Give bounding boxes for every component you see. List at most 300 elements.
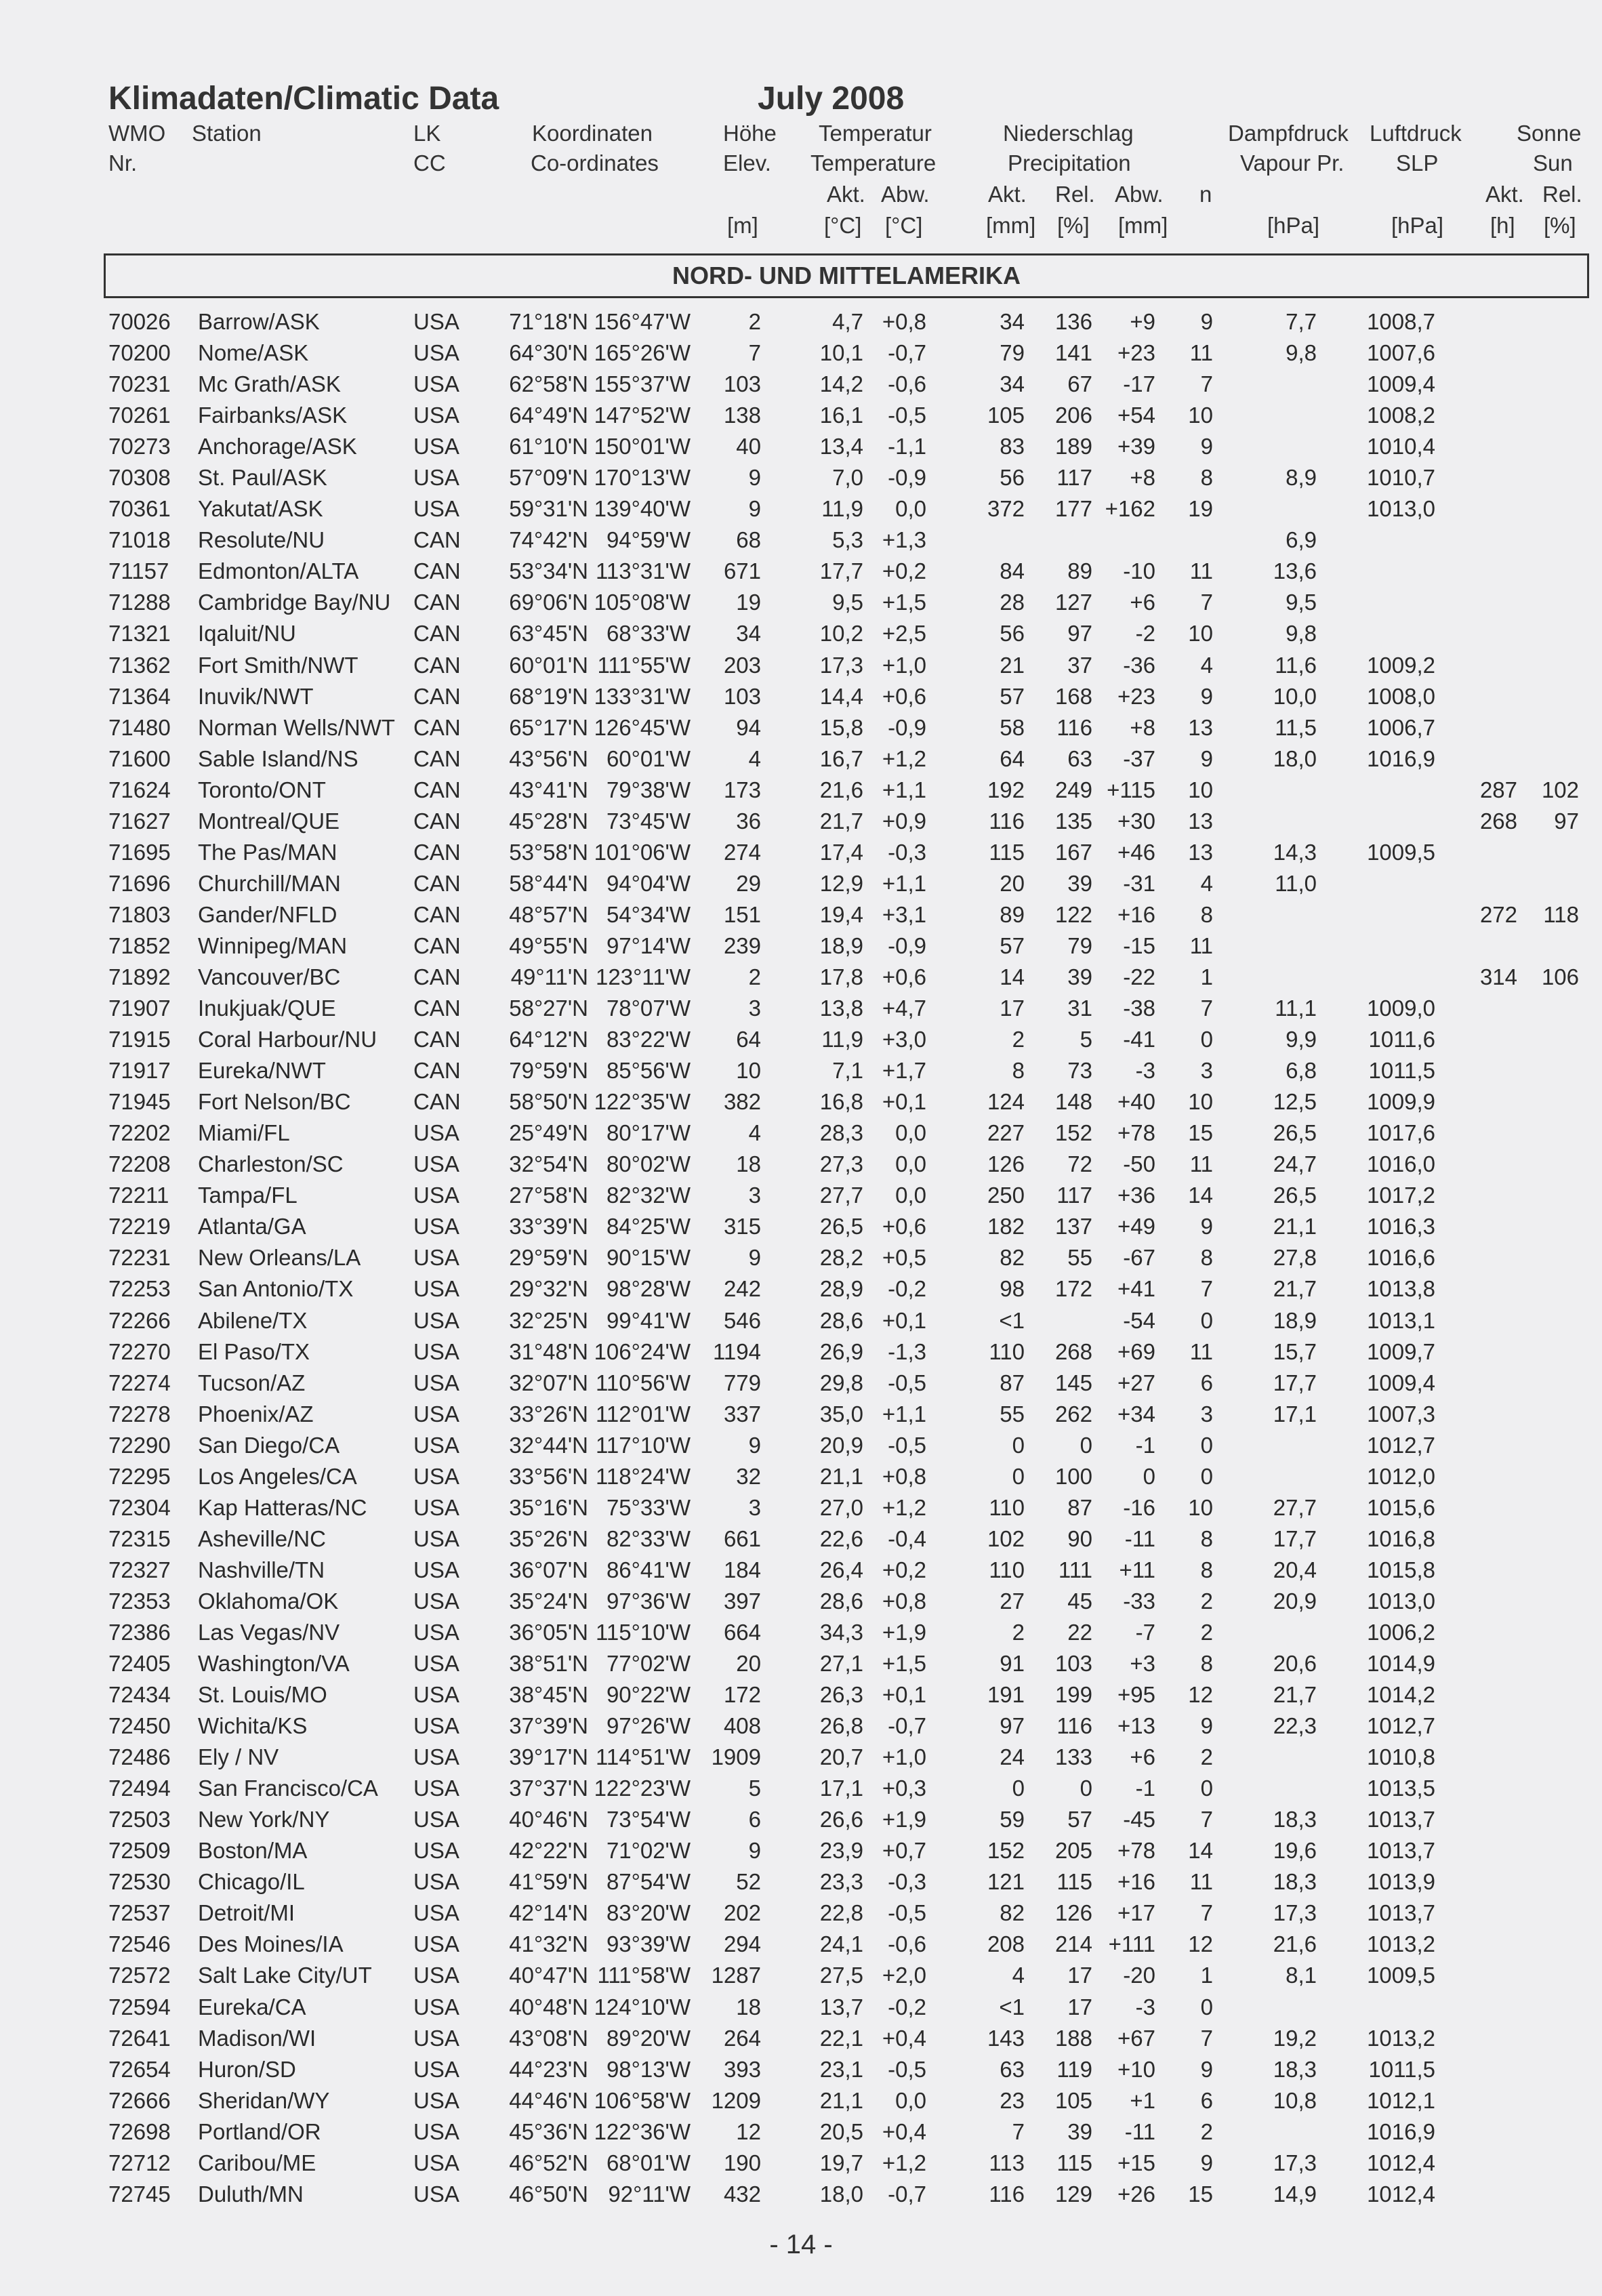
cell-vapour: 22,3	[1273, 1713, 1317, 1739]
cell-prec-rel: 135	[1054, 808, 1092, 834]
cell-lon: 156°47'W	[594, 309, 691, 334]
cell-lk: USA	[413, 2056, 459, 2082]
cell-elev: 4	[748, 745, 761, 771]
cell-lk: USA	[413, 340, 459, 366]
cell-lon: 86°41'W	[606, 1557, 691, 1582]
cell-temp-dev: -1,1	[888, 434, 926, 459]
cell-wmo: 72295	[108, 1463, 171, 1489]
cell-prec-dev: +39	[1117, 434, 1155, 459]
hdr-vapour: Vapour Pr.	[1240, 150, 1344, 176]
cell-temp: 9,5	[832, 590, 863, 615]
cell-prec: 105	[987, 403, 1025, 428]
hdr-luftdruck: Luftdruck	[1370, 121, 1462, 146]
cell-days: 9	[1200, 1214, 1213, 1239]
cell-lat: 63°45'N	[509, 621, 588, 647]
cell-lat: 79°59'N	[509, 1058, 588, 1084]
cell-prec-dev: -1	[1135, 1432, 1155, 1458]
table-row	[0, 336, 1602, 367]
cell-elev: 40	[736, 434, 761, 459]
cell-temp: 10,1	[819, 340, 863, 366]
hdr-prec-unit3: [mm]	[1118, 213, 1168, 238]
cell-elev: 18	[736, 1994, 761, 2020]
cell-days: 10	[1188, 1089, 1213, 1115]
table-row	[0, 367, 1602, 398]
cell-lat: 38°51'N	[509, 1651, 588, 1677]
table-row	[0, 1865, 1602, 1896]
cell-days: 15	[1188, 2181, 1213, 2207]
cell-prec: <1	[999, 1994, 1025, 2020]
cell-sun-rel: 97	[1554, 808, 1579, 834]
cell-temp-dev: +1,9	[882, 1619, 926, 1645]
cell-lat: 59°31'N	[509, 496, 588, 522]
cell-prec-rel: 72	[1067, 1151, 1092, 1177]
cell-prec: 84	[1000, 558, 1025, 584]
cell-slp: 1009,4	[1367, 1370, 1435, 1395]
cell-lon: 170°13'W	[594, 465, 691, 491]
cell-station: Eureka/CA	[198, 1994, 306, 2020]
cell-lon: 139°40'W	[594, 496, 691, 522]
cell-wmo: 72503	[108, 1807, 171, 1832]
cell-days: 4	[1200, 652, 1213, 678]
cell-prec-rel: 57	[1067, 1807, 1092, 1832]
hdr-coordinates: Co-ordinates	[531, 150, 659, 176]
cell-days: 2	[1200, 1744, 1213, 1770]
cell-temp: 28,3	[819, 1120, 863, 1146]
cell-slp: 1013,7	[1367, 1807, 1435, 1832]
cell-prec-dev: -37	[1123, 745, 1155, 771]
cell-station: Gander/NFLD	[198, 901, 337, 927]
cell-station: Montreal/QUE	[198, 808, 340, 834]
cell-lat: 32°07'N	[509, 1370, 588, 1395]
cell-station: Duluth/MN	[198, 2181, 304, 2207]
table-row	[0, 1335, 1602, 1366]
cell-vapour: 21,1	[1273, 1214, 1317, 1239]
cell-elev: 19	[736, 590, 761, 615]
cell-lon: 83°22'W	[606, 1027, 691, 1052]
cell-lk: CAN	[413, 527, 461, 553]
cell-prec-rel: 262	[1054, 1401, 1092, 1427]
cell-prec: 110	[989, 1338, 1025, 1364]
cell-station: Charleston/SC	[198, 1151, 344, 1177]
cell-prec-rel: 111	[1058, 1557, 1092, 1582]
cell-station: Salt Lake City/UT	[198, 1963, 372, 1988]
cell-lk: USA	[413, 2118, 459, 2144]
cell-lon: 122°35'W	[594, 1089, 691, 1115]
cell-lat: 48°57'N	[509, 901, 588, 927]
cell-lat: 64°30'N	[509, 340, 588, 366]
cell-prec: 91	[1000, 1651, 1025, 1677]
cell-days: 8	[1200, 1651, 1213, 1677]
cell-wmo: 72698	[108, 2118, 171, 2144]
table-row	[0, 1647, 1602, 1678]
cell-lon: 85°56'W	[606, 1058, 691, 1084]
cell-lat: 42°14'N	[509, 1900, 588, 1926]
cell-prec: 182	[987, 1214, 1025, 1239]
cell-vapour: 6,8	[1286, 1058, 1317, 1084]
cell-prec-rel: 17	[1067, 1963, 1092, 1988]
cell-lat: 44°23'N	[509, 2056, 588, 2082]
cell-temp: 13,8	[819, 996, 863, 1021]
cell-prec: 192	[987, 777, 1025, 802]
cell-slp: 1012,4	[1367, 2181, 1435, 2207]
cell-lon: 82°32'W	[606, 1183, 691, 1208]
cell-temp: 11,9	[821, 1027, 863, 1052]
cell-station: Las Vegas/NV	[198, 1619, 340, 1645]
cell-elev: 2	[748, 964, 761, 989]
cell-slp: 1015,8	[1367, 1557, 1435, 1582]
cell-days: 7	[1200, 996, 1213, 1021]
cell-prec: 102	[987, 1525, 1025, 1551]
cell-lk: USA	[413, 1682, 459, 1708]
cell-station: Barrow/ASK	[198, 309, 320, 334]
cell-prec: 110	[989, 1557, 1025, 1582]
cell-vapour: 21,6	[1273, 1931, 1317, 1957]
cell-prec-rel: 152	[1054, 1120, 1092, 1146]
cell-slp: 1009,4	[1367, 371, 1435, 397]
cell-days: 3	[1200, 1058, 1213, 1084]
hdr-slp-unit: [hPa]	[1391, 213, 1444, 238]
cell-prec-dev: -11	[1124, 2118, 1155, 2144]
cell-prec-dev: +78	[1117, 1120, 1155, 1146]
cell-elev: 432	[723, 2181, 761, 2207]
cell-lk: USA	[413, 2025, 459, 2051]
cell-station: Edmonton/ALTA	[198, 558, 359, 584]
cell-lon: 90°15'W	[606, 1245, 691, 1271]
cell-station: Abilene/TX	[198, 1307, 308, 1333]
cell-prec: 57	[1000, 683, 1025, 709]
cell-temp: 20,7	[819, 1744, 863, 1770]
cell-elev: 294	[723, 1931, 761, 1957]
cell-slp: 1008,7	[1367, 309, 1435, 334]
cell-sun: 287	[1479, 777, 1517, 802]
cell-prec-dev: -67	[1123, 1245, 1155, 1271]
cell-station: Miami/FL	[198, 1120, 290, 1146]
cell-days: 0	[1200, 1307, 1213, 1333]
cell-days: 15	[1188, 1120, 1213, 1146]
hdr-sun-unit2: [%]	[1544, 213, 1576, 238]
cell-prec-rel: 116	[1056, 714, 1092, 740]
cell-temp-dev: +0,8	[882, 309, 926, 334]
cell-temp-dev: -0,7	[888, 340, 926, 366]
cell-wmo: 72208	[108, 1151, 171, 1177]
cell-lk: USA	[413, 1370, 459, 1395]
cell-prec-rel: 127	[1054, 590, 1092, 615]
cell-prec-rel: 63	[1067, 745, 1092, 771]
cell-lat: 61°10'N	[509, 434, 588, 459]
cell-days: 13	[1188, 839, 1213, 865]
cell-elev: 103	[723, 683, 761, 709]
cell-temp-dev: +0,6	[882, 1214, 926, 1239]
cell-prec-dev: -1	[1135, 1776, 1155, 1801]
cell-temp: 16,7	[819, 745, 863, 771]
cell-slp: 1016,0	[1367, 1151, 1435, 1177]
cell-prec-dev: -45	[1123, 1807, 1155, 1832]
cell-prec: 97	[1000, 1713, 1025, 1739]
cell-lat: 64°12'N	[509, 1027, 588, 1052]
cell-wmo: 71627	[108, 808, 171, 834]
cell-lon: 118°24'W	[596, 1463, 691, 1489]
cell-wmo: 72594	[108, 1994, 171, 2020]
cell-lon: 147°52'W	[594, 403, 691, 428]
table-row	[0, 1990, 1602, 2022]
cell-prec: 115	[989, 839, 1025, 865]
cell-lat: 36°05'N	[509, 1619, 588, 1645]
cell-vapour: 14,9	[1273, 2181, 1317, 2207]
cell-temp-dev: +0,9	[882, 808, 926, 834]
cell-prec-dev: -2	[1135, 621, 1155, 647]
cell-elev: 103	[723, 371, 761, 397]
cell-prec-dev: +9	[1130, 309, 1155, 334]
cell-temp-dev: +0,6	[882, 683, 926, 709]
cell-temp: 14,4	[819, 683, 863, 709]
table-row	[0, 1834, 1602, 1865]
cell-lon: 122°36'W	[594, 2118, 691, 2144]
cell-days: 11	[1189, 1151, 1213, 1177]
cell-wmo: 70261	[108, 403, 171, 428]
cell-lat: 41°59'N	[509, 1869, 588, 1895]
cell-prec: 79	[1000, 340, 1025, 366]
cell-station: Los Angeles/CA	[198, 1463, 357, 1489]
cell-prec-dev: +30	[1117, 808, 1155, 834]
cell-temp-dev: 0,0	[895, 1120, 926, 1146]
cell-temp: 17,3	[819, 652, 863, 678]
cell-days: 8	[1200, 901, 1213, 927]
cell-station: Fort Smith/NWT	[198, 652, 358, 678]
cell-lat: 40°46'N	[509, 1807, 588, 1832]
cell-prec-dev: -50	[1123, 1151, 1155, 1177]
cell-elev: 202	[723, 1900, 761, 1926]
cell-lk: USA	[413, 1151, 459, 1177]
cell-slp: 1009,7	[1367, 1338, 1435, 1364]
cell-prec-dev: -20	[1123, 1963, 1155, 1988]
cell-temp-dev: +1,2	[882, 1494, 926, 1520]
cell-station: Ely / NV	[198, 1744, 279, 1770]
table-row	[0, 1241, 1602, 1272]
cell-wmo: 71480	[108, 714, 171, 740]
cell-sun: 314	[1479, 964, 1517, 989]
cell-days: 6	[1200, 2087, 1213, 2113]
hdr-niederschlag: Niederschlag	[1003, 121, 1134, 146]
cell-slp: 1009,9	[1367, 1089, 1435, 1115]
cell-elev: 397	[723, 1588, 761, 1614]
cell-prec: 63	[1000, 2056, 1025, 2082]
cell-temp-dev: -0,9	[888, 465, 926, 491]
cell-prec-rel: 39	[1067, 2118, 1092, 2144]
cell-wmo: 72253	[108, 1276, 171, 1302]
cell-wmo: 70026	[108, 309, 171, 334]
table-row	[0, 1771, 1602, 1803]
cell-temp: 27,3	[819, 1151, 863, 1177]
cell-lon: 155°37'W	[594, 371, 691, 397]
cell-prec-dev: -31	[1123, 870, 1155, 896]
cell-temp: 26,9	[819, 1338, 863, 1364]
cell-lk: USA	[413, 1900, 459, 1926]
hdr-slp: SLP	[1396, 150, 1439, 176]
cell-temp-dev: +4,7	[882, 996, 926, 1021]
cell-vapour: 10,8	[1273, 2087, 1317, 2113]
table-row	[0, 1709, 1602, 1740]
cell-station: Tucson/AZ	[198, 1370, 306, 1395]
cell-vapour: 27,7	[1273, 1494, 1317, 1520]
cell-vapour: 26,5	[1273, 1120, 1317, 1146]
cell-prec-rel: 31	[1067, 996, 1092, 1021]
cell-lat: 64°49'N	[509, 403, 588, 428]
cell-temp: 7,1	[832, 1058, 863, 1084]
cell-elev: 34	[736, 621, 761, 647]
cell-slp: 1013,2	[1367, 2025, 1435, 2051]
cell-elev: 138	[723, 403, 761, 428]
cell-prec: 20	[1000, 870, 1025, 896]
cell-vapour: 8,1	[1286, 1963, 1317, 1988]
cell-elev: 190	[723, 2150, 761, 2175]
cell-lat: 44°46'N	[509, 2087, 588, 2113]
cell-station: Chicago/IL	[198, 1869, 305, 1895]
cell-prec: 57	[1000, 932, 1025, 958]
cell-prec-dev: +54	[1117, 403, 1155, 428]
cell-lon: 106°24'W	[594, 1338, 691, 1364]
table-row	[0, 1023, 1602, 1054]
cell-prec-rel: 103	[1054, 1651, 1092, 1677]
cell-prec-rel: 115	[1056, 1869, 1092, 1895]
cell-lk: USA	[413, 465, 459, 491]
cell-days: 9	[1200, 2150, 1213, 2175]
table-row	[0, 305, 1602, 336]
cell-prec: 23	[1000, 2087, 1025, 2113]
cell-prec-rel: 0	[1080, 1776, 1092, 1801]
table-row	[0, 430, 1602, 461]
table-row	[0, 742, 1602, 773]
cell-prec-dev: -11	[1124, 1525, 1155, 1551]
cell-lat: 45°36'N	[509, 2118, 588, 2144]
hdr-prec-rel: Rel.	[1055, 182, 1095, 207]
cell-lon: 111°55'W	[597, 652, 691, 678]
cell-temp: 7,0	[832, 465, 863, 491]
cell-elev: 172	[723, 1682, 761, 1708]
cell-lat: 25°49'N	[509, 1120, 588, 1146]
cell-elev: 546	[723, 1307, 761, 1333]
cell-lk: USA	[413, 1776, 459, 1801]
cell-days: 7	[1200, 1900, 1213, 1926]
cell-prec: 82	[1000, 1245, 1025, 1271]
cell-lon: 80°02'W	[606, 1151, 691, 1177]
cell-wmo: 72211	[108, 1183, 169, 1208]
hdr-m-unit: [m]	[727, 213, 758, 238]
cell-temp-dev: +0,8	[882, 1463, 926, 1489]
cell-lon: 90°22'W	[606, 1682, 691, 1708]
table-row	[0, 1803, 1602, 1834]
cell-temp-dev: -0,5	[888, 1900, 926, 1926]
cell-elev: 3	[748, 1183, 761, 1208]
page-number: - 14 -	[769, 2230, 833, 2259]
cell-temp: 16,8	[819, 1089, 863, 1115]
cell-days: 10	[1188, 403, 1213, 428]
table-row	[0, 398, 1602, 430]
cell-prec-dev: -3	[1135, 1994, 1155, 2020]
cell-lon: 105°08'W	[594, 590, 691, 615]
cell-elev: 242	[723, 1276, 761, 1302]
cell-temp: 23,1	[819, 2056, 863, 2082]
cell-station: Toronto/ONT	[198, 777, 326, 802]
cell-station: New York/NY	[198, 1807, 330, 1832]
cell-station: Vancouver/BC	[198, 964, 341, 989]
cell-slp: 1012,1	[1367, 2087, 1435, 2113]
cell-wmo: 72290	[108, 1432, 171, 1458]
cell-elev: 52	[736, 1869, 761, 1895]
cell-prec-dev: +49	[1117, 1214, 1155, 1239]
cell-lat: 58°50'N	[509, 1089, 588, 1115]
cell-prec-dev: +41	[1117, 1276, 1155, 1302]
cell-wmo: 72231	[108, 1245, 171, 1271]
cell-days: 2	[1200, 1619, 1213, 1645]
cell-prec-dev: 0	[1143, 1463, 1155, 1489]
cell-temp: 5,3	[832, 527, 863, 553]
hdr-hoehe: Höhe	[723, 121, 777, 146]
table-row	[0, 1616, 1602, 1647]
cell-temp: 26,3	[819, 1682, 863, 1708]
cell-temp: 22,1	[819, 2025, 863, 2051]
hdr-temp-akt: Akt.	[827, 182, 865, 207]
cell-temp: 26,4	[819, 1557, 863, 1582]
cell-lon: 165°26'W	[594, 340, 691, 366]
cell-temp-dev: -0,9	[888, 714, 926, 740]
cell-temp: 18,9	[819, 932, 863, 958]
cell-temp-dev: +1,1	[882, 777, 926, 802]
cell-days: 13	[1188, 808, 1213, 834]
cell-temp-dev: +0,1	[882, 1089, 926, 1115]
cell-prec-rel: 189	[1054, 434, 1092, 459]
cell-days: 14	[1188, 1838, 1213, 1864]
cell-wmo: 72494	[108, 1776, 171, 1801]
table-row	[0, 1896, 1602, 1927]
cell-temp-dev: +0,5	[882, 1245, 926, 1271]
hdr-wmo: WMO	[108, 121, 166, 146]
table-row	[0, 1927, 1602, 1959]
cell-lk: USA	[413, 2181, 459, 2207]
cell-vapour: 7,7	[1286, 309, 1317, 334]
cell-lon: 150°01'W	[594, 434, 691, 459]
cell-days: 9	[1200, 309, 1213, 334]
cell-wmo: 72304	[108, 1494, 171, 1520]
cell-slp: 1015,6	[1367, 1494, 1435, 1520]
cell-slp: 1012,4	[1367, 2150, 1435, 2175]
cell-prec: 121	[987, 1869, 1025, 1895]
cell-prec: 64	[1000, 745, 1025, 771]
cell-station: San Diego/CA	[198, 1432, 340, 1458]
cell-station: Oklahoma/OK	[198, 1588, 339, 1614]
cell-station: Boston/MA	[198, 1838, 308, 1864]
cell-lk: USA	[413, 403, 459, 428]
cell-prec-dev: -15	[1123, 932, 1155, 958]
cell-days: 13	[1188, 714, 1213, 740]
cell-lk: USA	[413, 1931, 459, 1957]
hdr-temperature: Temperature	[810, 150, 937, 176]
cell-lk: USA	[413, 1245, 459, 1271]
cell-elev: 12	[736, 2118, 761, 2144]
cell-slp: 1009,2	[1367, 652, 1435, 678]
cell-prec-rel: 141	[1054, 340, 1092, 366]
cell-station: Eureka/NWT	[198, 1058, 326, 1084]
cell-lk: USA	[413, 1307, 459, 1333]
cell-prec: 87	[1000, 1370, 1025, 1395]
cell-lk: USA	[413, 2087, 459, 2113]
cell-prec: 250	[987, 1183, 1025, 1208]
cell-prec-rel: 148	[1054, 1089, 1092, 1115]
cell-prec-dev: +6	[1130, 590, 1155, 615]
cell-lk: CAN	[413, 1027, 461, 1052]
cell-prec-dev: +17	[1117, 1900, 1155, 1926]
cell-lon: 97°36'W	[606, 1588, 691, 1614]
cell-prec: 83	[1000, 434, 1025, 459]
